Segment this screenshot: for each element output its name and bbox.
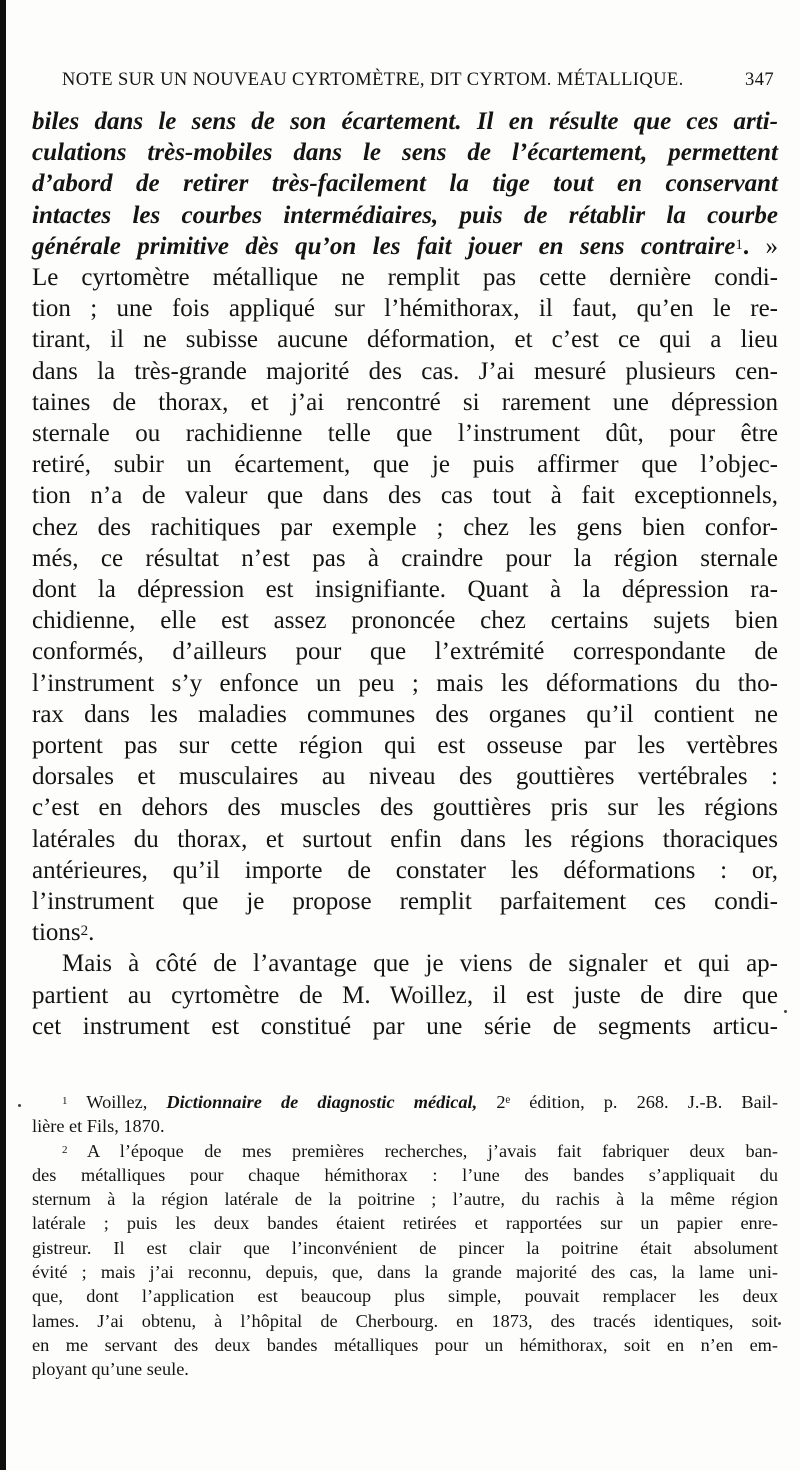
text-line: chidienne, elle est assez prononcée chez certains sujets bien xyxy=(32,607,778,635)
footnote-line: des métalliques pour chaque hémithorax : l’une des bandes s’appliquait du xyxy=(32,1164,778,1185)
footnote-line: évité ; mais j’ai reconnu, depuis, que, dans la grande majorité des cas, la lame uni- xyxy=(32,1262,778,1283)
scan-speck xyxy=(18,1104,21,1107)
text-line: antérieures, qu’il importe de constater les déformations : or, xyxy=(32,856,778,884)
text-line: l’instrument s’y enfonce un peu ; mais les déformations du tho- xyxy=(32,669,778,697)
footnote-1 xyxy=(32,1090,778,1114)
paragraph-end: tions xyxy=(32,919,81,947)
main-text xyxy=(32,106,778,1042)
footnote-line: A l’époque de mes premières recherches, j’avais fait fabriquer deux ban- xyxy=(87,1140,779,1161)
text-line: intactes les courbes intermédiaires, puis de rétablir la courbe xyxy=(32,201,778,229)
footnote-line: sternum à la région latérale de la poitrine ; l’autre, du rachis à la même région xyxy=(32,1189,778,1210)
text-line: latérales du thorax, et surtout enfin dans les régions thoraciques xyxy=(32,825,778,853)
period: . xyxy=(88,919,95,947)
text-line: conformés, d’ailleurs pour que l’extrémité correspondante de xyxy=(32,638,778,666)
page-binding-edge xyxy=(0,0,6,1470)
footnote-line: en me servant des deux bandes métalliques pour un hémithorax, soit en n’en em- xyxy=(32,1334,778,1355)
text-line: Mais à côté de l’avantage que je viens de signaler et qui ap- xyxy=(62,950,778,978)
text-line: tion ; une fois appliqué sur l’hémithorax, il faut, qu’en le re- xyxy=(32,295,778,323)
text-line: sternale ou rachidienne telle que l’instrument dût, pour être xyxy=(32,420,778,448)
text-line: taines de thorax, et j’ai rencontré si rarement une dépression xyxy=(32,388,778,416)
text-line: d’abord de retirer très-facilement la tige tout en conservant xyxy=(32,170,778,198)
text-line: biles dans le sens de son écartement. Il en résulte que ces arti- xyxy=(32,108,778,135)
period: . xyxy=(742,232,750,260)
scan-speck xyxy=(778,1322,781,1325)
footnote-marker: 2 xyxy=(62,1143,68,1156)
text-line: tirant, il ne subisse aucune déformation, et c’est ce qui a lieu xyxy=(32,326,778,354)
text-line: dorsales et musculaires au niveau des gouttières vertébrales : xyxy=(32,763,778,791)
page-number: 347 xyxy=(745,70,774,90)
footnote-ref-1: 1 xyxy=(735,236,743,253)
closing-quote: » xyxy=(765,232,778,260)
footnote-line: latérale ; puis les deux bandes étaient retirées et rapportées sur un papier enre- xyxy=(32,1213,778,1234)
text-line xyxy=(32,917,778,948)
running-header xyxy=(62,70,774,91)
footnote-work-title: Dictionnaire de diagnostic médical, xyxy=(166,1092,478,1112)
footnote-citation: 2ᵉ édition, p. 268. J.-B. Bail- xyxy=(496,1092,778,1112)
footnotes xyxy=(32,1090,778,1382)
text-line: retiré, subir un écartement, que je puis affirmer que l’objec- xyxy=(32,451,778,479)
running-title: NOTE SUR UN NOUVEAU CYRTOMÈTRE, DIT CYRTOM. MÉTALLIQUE. xyxy=(62,70,684,90)
text-line: portent pas sur cette région qui est osseuse par les vertèbres xyxy=(32,732,778,760)
footnote-2 xyxy=(32,1139,778,1163)
text-line xyxy=(32,231,778,262)
text-line: més, ce résultat n’est pas à craindre pour la région sternale xyxy=(32,544,778,572)
text-line: culations très-mobiles dans le sens de l’écartement, permettent xyxy=(32,139,778,167)
footnote-ref-2: 2 xyxy=(80,923,89,940)
italic-quote-end: générale primitive dès qu’on les fait jouer en sens contraire xyxy=(32,232,736,260)
text-line: l’instrument que je propose remplit parfaitement ces condi- xyxy=(32,888,778,916)
footnote-author: Woillez, xyxy=(86,1092,148,1112)
text-line: c’est en dehors des muscles des gouttières pris sur les régions xyxy=(32,794,778,822)
text-line: cet instrument est constitué par une série de segments articu- xyxy=(32,1012,778,1040)
footnote-line: lière et Fils, 1870. xyxy=(32,1116,165,1137)
text-line: dont la dépression est insignifiante. Quant à la dépression ra- xyxy=(32,576,778,604)
footnote-line: lames. J’ai obtenu, à l’hôpital de Cherbourg. en 1873, des tracés identiques, soit xyxy=(32,1310,778,1331)
text-line: tion n’a de valeur que dans des cas tout à fait exceptionnels, xyxy=(32,482,778,510)
text-line: chez des rachitiques par exemple ; chez les gens bien confor- xyxy=(32,513,778,541)
text-line: Le cyrtomètre métallique ne remplit pas cette dernière condi- xyxy=(32,264,778,292)
footnote-marker: 1 xyxy=(62,1095,68,1108)
footnote-line: ployant qu’une seule. xyxy=(32,1359,189,1380)
text-line: rax dans les maladies communes des organes qu’il contient ne xyxy=(32,700,778,728)
scan-speck xyxy=(784,1010,787,1013)
text-line: dans la très-grande majorité des cas. J’ai mesuré plusieurs cen- xyxy=(32,357,778,385)
footnote-line: gistreur. Il est clair que l’inconvénient de pincer la poitrine était absolument xyxy=(32,1237,778,1258)
text-line: partient au cyrtomètre de M. Woillez, il est juste de dire que xyxy=(32,981,778,1009)
footnote-line: que, dont l’application est beaucoup plus simple, pouvait remplacer les deux xyxy=(32,1286,778,1307)
